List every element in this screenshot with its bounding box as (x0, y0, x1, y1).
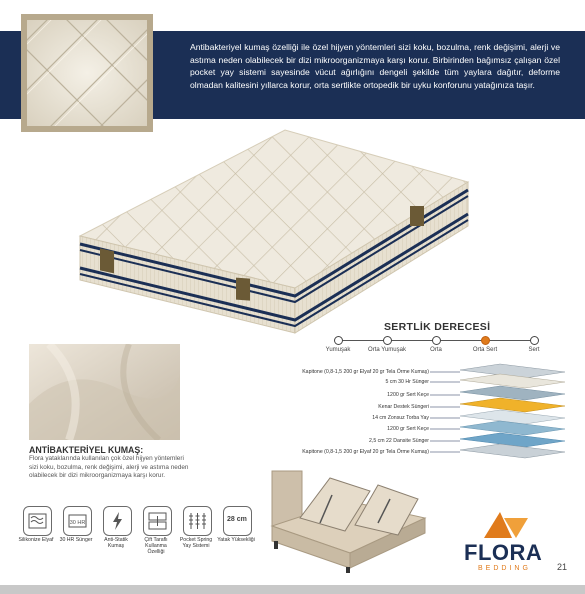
firmness-label: Yumuşak (325, 347, 351, 353)
footer-bar (0, 585, 585, 594)
layer-label: Kapitone (0,8-1,5 200 gr Elyaf 20 gr Tela Örme Kumaş) (302, 369, 429, 375)
flora-logo (464, 510, 554, 580)
height-icon (223, 506, 252, 536)
antibacterial-description: Flora yataklarında kullanılan çok özel hijyen yöntemleri sizi koku, bozulma, renk değişimi, alerji ve astıma neden olabilecek bir dizi mikroorganizmaya karşı korur. (29, 455, 189, 480)
anti-static-icon (103, 506, 132, 536)
firmness-dot-medium-firm (481, 336, 490, 345)
silicone-fiber-icon (23, 506, 52, 536)
layer-label: 5 cm 30 Hr Sünger (385, 379, 429, 385)
feature-label: Çift Taraflı Kullanma Özelliği (144, 537, 168, 556)
firmness-dot-medium-soft (383, 336, 392, 345)
firmness-dot-medium (432, 336, 441, 345)
feature-label: Anti-Statik Kumaş (104, 537, 128, 550)
flora-logo-mark-icon (484, 510, 530, 540)
storage-bed-photo (260, 463, 430, 573)
brand-subtitle: BEDDING (478, 565, 531, 572)
feature-label: Silikonize Elyaf (18, 537, 54, 543)
firmness-title: SERTLİK DERECESİ (384, 321, 491, 333)
layer-diagram (280, 362, 570, 462)
foam-badge: 30 HR (69, 520, 86, 526)
double-sided-icon (143, 506, 172, 536)
antibacterial-fabric-photo (29, 344, 180, 440)
mattress-height-value: 28 cm (227, 516, 247, 523)
layer-stack-illustration (430, 362, 570, 462)
feature-label: Pocket Spring Yay Sistemi (179, 537, 213, 550)
layer-label: 1200 gr Sert Keçe (387, 392, 429, 398)
layer-label: 1200 gr Sert Keçe (387, 426, 429, 432)
firmness-label: Orta Sert (472, 347, 498, 353)
firmness-label: Sert (528, 347, 540, 353)
firmness-dot-firm (530, 336, 539, 345)
layer-label: Kenar Destek Süngeri (378, 404, 429, 410)
firmness-label: Orta Yumuşak (368, 347, 406, 353)
layer-label: 14 cm Zonsuz Torba Yay (372, 415, 429, 421)
fabric-closeup-photo (27, 20, 147, 126)
mattress-image (70, 118, 480, 340)
firmness-scale (310, 336, 560, 358)
feature-label: Yatak Yüksekliği (217, 537, 255, 543)
layer-label: Kapitone (0,8-1,5 200 gr Elyaf 20 gr Tela Örme Kumaş) (302, 449, 429, 455)
foam-30hr-icon (63, 506, 92, 536)
layer-label: 2,5 cm 22 Dansite Sünger (369, 438, 429, 444)
brand-name: FLORA (464, 540, 543, 565)
fabric-closeup-frame (21, 14, 153, 132)
banner-description: Antibakteriyel kumaş özelliği ile özel hijyen yöntemleri sizi koku, bozulma, renk değişimi, alerji ve astıma neden olabilecek bir dizi mikroorganizmaya karşı korur. Birbirinden bağımsız çalışan özel pocket yay sistemi sayesinde vücut ağırlığını dengeli şekilde tüm yaylara dağıtır, deforme olmadan kalitesini yıllarca korur, orta sertlikte ortopedik bir uyku konforunu yatağınıza taşır. (190, 42, 560, 90)
firmness-label: Orta (430, 347, 442, 353)
antibacterial-title: ANTİBAKTERİYEL KUMAŞ: (29, 445, 144, 455)
page-number: 21 (557, 562, 568, 572)
pocket-spring-icon (183, 506, 212, 536)
firmness-dot-soft (334, 336, 343, 345)
feature-label: 30 HR Sünger (59, 537, 93, 543)
